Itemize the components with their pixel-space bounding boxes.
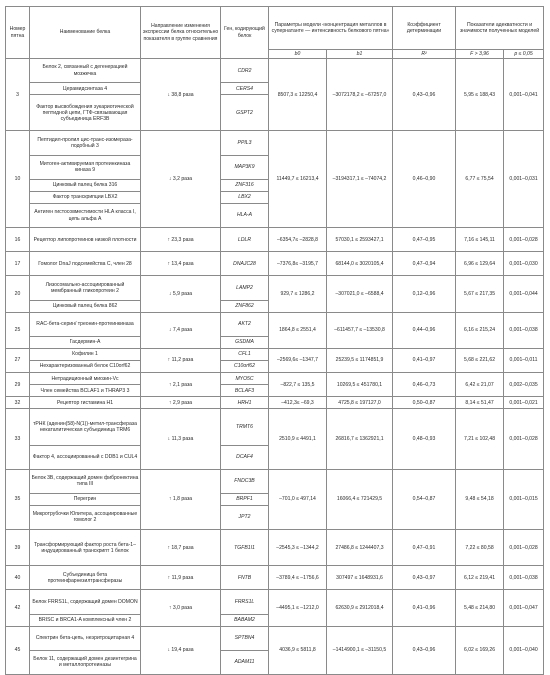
protein-name: Цинковый палец белка 862	[30, 300, 141, 312]
f-value: 6,42 ≤ 21,07	[456, 373, 504, 397]
table-row	[6, 566, 544, 590]
header-b1: b1	[327, 50, 393, 59]
protein-name: Церамидсинтаза 4	[30, 83, 141, 95]
expression-direction: ↑ 18,7 раза	[141, 530, 221, 566]
p-value: 0,001–0,038	[504, 566, 544, 590]
b1-value: 26816,7 ≤ 1362921,1	[327, 409, 393, 469]
table-row	[6, 131, 544, 155]
r2-value: 0,46–0,90	[393, 131, 456, 228]
gene-symbol: BCLAF3	[221, 385, 269, 397]
r2-value: 0,41–0,96	[393, 590, 456, 626]
table-row	[6, 59, 544, 83]
gene-symbol: DCAF4	[221, 445, 269, 469]
p-value: 0,001–0,030	[504, 252, 544, 276]
protein-name: Митоген-активируемая протеинкиназа киназа 9	[30, 155, 141, 179]
gene-symbol: FNDC3B	[221, 469, 269, 493]
table-row	[6, 590, 544, 614]
protein-name: BRISC и BRCA1-A комплексный член 2	[30, 614, 141, 626]
p-value: 0,001–0,028	[504, 409, 544, 469]
r2-value: 0,48–0,93	[393, 409, 456, 469]
expression-direction: ↑ 1,8 раза	[141, 469, 221, 529]
spot-number: 45	[6, 626, 30, 674]
table-row	[6, 409, 544, 445]
f-value: 6,77 ≤ 75,54	[456, 131, 504, 228]
protein-name: Трансформирующий фактор роста бета-1–индуцированный транскрипт 1 белок	[30, 530, 141, 566]
b0-value: –822,7 ≤ 135,5	[269, 373, 327, 397]
p-value: 0,001–0,041	[504, 59, 544, 131]
f-value: 7,21 ≤ 102,48	[456, 409, 504, 469]
p-value: 0,001–0,040	[504, 626, 544, 674]
b1-value: 62630,9 ≤ 2912018,4	[327, 590, 393, 626]
spot-number: 35	[6, 469, 30, 529]
spot-number: 20	[6, 276, 30, 312]
protein-name: Нетрадиционный миозин-Vc	[30, 373, 141, 385]
gene-symbol: MAP3K9	[221, 155, 269, 179]
protein-name: Белок 3B, содержащий домен фибронектина типа III	[30, 469, 141, 493]
r2-value: 0,43–0,96	[393, 59, 456, 131]
r2-value: 0,47–0,95	[393, 228, 456, 252]
b1-value: –307021,0 ≤ –6588,4	[327, 276, 393, 312]
expression-direction: ↓ 7,4 раза	[141, 312, 221, 348]
header-direction: Направление изменения экспрессии белка относительно показателя в группе сравнения	[141, 7, 221, 59]
p-value: 0,001–0,031	[504, 131, 544, 228]
r2-value: 0,12–0,96	[393, 276, 456, 312]
gene-symbol: AKT2	[221, 312, 269, 336]
p-value: 0,002–0,035	[504, 373, 544, 397]
table-row	[6, 312, 544, 336]
gene-symbol: PPIL3	[221, 131, 269, 155]
f-value: 9,48 ≤ 54,18	[456, 469, 504, 529]
gene-symbol: LBX2	[221, 191, 269, 203]
b0-value: 4036,9 ≤ 5811,8	[269, 626, 327, 674]
table-row	[6, 276, 544, 300]
f-value: 8,14 ≤ 51,47	[456, 397, 504, 409]
expression-direction: ↓ 5,9 раза	[141, 276, 221, 312]
gene-symbol: LDLR	[221, 228, 269, 252]
b0-value: –7376,8≤ –3195,7	[269, 252, 327, 276]
header-p: p ≤ 0,05	[504, 50, 544, 59]
p-value: 0,001–0,011	[504, 348, 544, 372]
spot-number: 10	[6, 131, 30, 228]
gene-symbol: FRRS1L	[221, 590, 269, 614]
b0-value: 929,7 ≤ 1286,2	[269, 276, 327, 312]
f-value: 6,16 ≤ 215,24	[456, 312, 504, 348]
expression-direction: ↓ 3,2 раза	[141, 131, 221, 228]
f-value: 7,16 ≤ 145,11	[456, 228, 504, 252]
p-value: 0,001–0,047	[504, 590, 544, 626]
expression-direction: ↑ 2,1 раза	[141, 373, 221, 397]
table-row	[6, 469, 544, 493]
b1-value: –611457,7 ≤ –13530,8	[327, 312, 393, 348]
protein-name: Микротрубочки Юпитера, ассоциированные гомолог 2	[30, 505, 141, 529]
protein-name: RAC-бета-серин/ треонин-протеинкиназа	[30, 312, 141, 336]
protein-name: Лизосомально-ассоциированный мембранный гликопротеин 2	[30, 276, 141, 300]
header-b0: b0	[269, 50, 327, 59]
gene-symbol: DNAJC28	[221, 252, 269, 276]
header-params: Параметры модели «концентрация металлов в супернатанте — интенсивность белкового пятна»	[269, 7, 393, 50]
protein-name: Белок 11, содержащий домен дезинтегрина и металлопротеиназы	[30, 650, 141, 674]
protein-name: Гомолог DnaJ подсемейства C, член 28	[30, 252, 141, 276]
p-value: 0,001–0,028	[504, 228, 544, 252]
gene-symbol: ZNF862	[221, 300, 269, 312]
table-row	[6, 397, 544, 409]
b0-value: –2569,6≤ –1347,7	[269, 348, 327, 372]
b1-value: 27486,8 ≤ 1244407,3	[327, 530, 393, 566]
expression-direction: ↑ 11,9 раза	[141, 566, 221, 590]
r2-value: 0,47–0,91	[393, 530, 456, 566]
gene-symbol: GSDMA	[221, 336, 269, 348]
b0-value: 11449,7 ≤ 16213,4	[269, 131, 327, 228]
gene-symbol: FNTB	[221, 566, 269, 590]
r2-value: 0,41–0,97	[393, 348, 456, 372]
spot-number: 33	[6, 409, 30, 469]
expression-direction: ↓ 38,8 раза	[141, 59, 221, 131]
spot-number: 27	[6, 348, 30, 372]
spot-number: 17	[6, 252, 30, 276]
header-det: Коэффициент детерминации	[393, 7, 456, 50]
gene-symbol: CFL1	[221, 348, 269, 360]
gene-symbol: CERS4	[221, 83, 269, 95]
spot-number: 39	[6, 530, 30, 566]
expression-direction: ↑ 13,4 раза	[141, 252, 221, 276]
gene-symbol: JPT2	[221, 505, 269, 529]
table-row	[6, 373, 544, 385]
protein-name: Нехарактеризованный белок C10orf62	[30, 360, 141, 372]
gene-symbol: SPTBN4	[221, 626, 269, 650]
gene-symbol: C10orf62	[221, 360, 269, 372]
protein-name: Фактор 4, ассоциированный с DDB1 и CUL4	[30, 445, 141, 469]
gene-symbol: GSPT2	[221, 95, 269, 131]
header-spot: Номер пятна	[6, 7, 30, 59]
expression-direction: ↑ 2,9 раза	[141, 397, 221, 409]
protein-name: Антиген гистосовместимости HLA класса I, цепь альфа A	[30, 203, 141, 227]
f-value: 6,96 ≤ 129,64	[456, 252, 504, 276]
protein-name: Фактор высвобождения эукариотической пептидной цепи, ГТФ-связывающая субъединица ERF3B	[30, 95, 141, 131]
protein-name: тРНК (аденин(58)-N(1))-метил-трансфераза некаталитическая субъединица TRM6	[30, 409, 141, 445]
p-value: 0,001–0,021	[504, 397, 544, 409]
header-adequacy: Показатели адекватности и значимости полученных моделей	[456, 7, 544, 50]
b0-value: –4495,1 ≤ –1212,0	[269, 590, 327, 626]
table-row	[6, 530, 544, 566]
protein-name: Рецептор липопротеинов низкой плотности	[30, 228, 141, 252]
b1-value: –3194317,1 ≤ –74074,2	[327, 131, 393, 228]
b1-value: 307497 ≤ 1648931,6	[327, 566, 393, 590]
table-row	[6, 348, 544, 360]
protein-name: Рецептор гистамина H1	[30, 397, 141, 409]
b0-value: –412,3≤ –69,3	[269, 397, 327, 409]
spot-number: 25	[6, 312, 30, 348]
header-gene: Ген, кодирующий белок	[221, 7, 269, 59]
protein-name: Гасдермин-А	[30, 336, 141, 348]
gene-symbol: ZNF316	[221, 179, 269, 191]
header-det-sub: R²	[393, 50, 456, 59]
expression-direction: ↑ 11,2 раза	[141, 348, 221, 372]
f-value: 7,22 ≤ 80,58	[456, 530, 504, 566]
header-f: F > 3,96	[456, 50, 504, 59]
b1-value: 57030,1 ≤ 2593427,1	[327, 228, 393, 252]
b1-value: –3072178,2 ≤ –67257,0	[327, 59, 393, 131]
spot-number: 29	[6, 373, 30, 397]
gene-symbol: ADAM11	[221, 650, 269, 674]
f-value: 5,68 ≤ 221,62	[456, 348, 504, 372]
b0-value: –6354,7≤ –2828,8	[269, 228, 327, 252]
r2-value: 0,54–0,87	[393, 469, 456, 529]
expression-direction: ↑ 3,0 раза	[141, 590, 221, 626]
b0-value: –2545,3 ≤ –1344,2	[269, 530, 327, 566]
p-value: 0,001–0,015	[504, 469, 544, 529]
protein-name: Спектрин бета-цепь, неэритроцитарная 4	[30, 626, 141, 650]
p-value: 0,001–0,038	[504, 312, 544, 348]
expression-direction: ↑ 23,3 раза	[141, 228, 221, 252]
protein-name: Белок 2, связанный с дегенерацией мозжечка	[30, 59, 141, 83]
gene-symbol: TRMT6	[221, 409, 269, 445]
p-value: 0,001–0,044	[504, 276, 544, 312]
b1-value: 10269,5 ≤ 451780,1	[327, 373, 393, 397]
b0-value: –701,0 ≤ 497,14	[269, 469, 327, 529]
b1-value: 16066,4 ≤ 721429,5	[327, 469, 393, 529]
protein-table	[5, 6, 544, 675]
spot-number: 42	[6, 590, 30, 626]
p-value: 0,001–0,028	[504, 530, 544, 566]
protein-name: Кофилин 1	[30, 348, 141, 360]
table-row	[6, 626, 544, 650]
protein-name: Пептидил-пролил цис-транс-изомераза-подобный 3	[30, 131, 141, 155]
f-value: 6,02 ≤ 169,26	[456, 626, 504, 674]
r2-value: 0,43–0,97	[393, 566, 456, 590]
protein-name: Перегрин	[30, 493, 141, 505]
gene-symbol: LAMP2	[221, 276, 269, 300]
protein-name: Субъединица бета протеинфарнезилтрансферазы	[30, 566, 141, 590]
b1-value: 4725,8 ≤ 197127,0	[327, 397, 393, 409]
r2-value: 0,46–0,73	[393, 373, 456, 397]
b0-value: 8507,3 ≤ 12250,4	[269, 59, 327, 131]
f-value: 6,12 ≤ 219,41	[456, 566, 504, 590]
spot-number: 32	[6, 397, 30, 409]
b0-value: 1864,8 ≤ 2551,4	[269, 312, 327, 348]
r2-value: 0,50–0,87	[393, 397, 456, 409]
gene-symbol: HLA-A	[221, 203, 269, 227]
spot-number: 40	[6, 566, 30, 590]
header-protein: Наименование белка	[30, 7, 141, 59]
r2-value: 0,44–0,96	[393, 312, 456, 348]
protein-name: Цинковый палец белка 316	[30, 179, 141, 191]
protein-name: Фактор транскрипции LBX2	[30, 191, 141, 203]
b1-value: 25239,5 ≤ 1174851,9	[327, 348, 393, 372]
b1-value: –1414900,1 ≤ –31150,5	[327, 626, 393, 674]
protein-name: Член семейства BCLAF1 и THRAP3 3	[30, 385, 141, 397]
gene-symbol: BABAM2	[221, 614, 269, 626]
b0-value: –3789,4 ≤ –1756,6	[269, 566, 327, 590]
protein-name: Белок FRRS1L, содержащий домен DOMON	[30, 590, 141, 614]
table-row	[6, 252, 544, 276]
spot-number: 16	[6, 228, 30, 252]
gene-symbol: CDR2	[221, 59, 269, 83]
gene-symbol: BRPF1	[221, 493, 269, 505]
r2-value: 0,43–0,96	[393, 626, 456, 674]
expression-direction: ↓ 19,4 раза	[141, 626, 221, 674]
b1-value: 68144,0 ≤ 3020105,4	[327, 252, 393, 276]
expression-direction: ↓ 11,3 раза	[141, 409, 221, 469]
gene-symbol: TGFB1I1	[221, 530, 269, 566]
gene-symbol: HRH1	[221, 397, 269, 409]
gene-symbol: MYO5C	[221, 373, 269, 385]
spot-number: 3	[6, 59, 30, 131]
table-row	[6, 228, 544, 252]
b0-value: 2510,9 ≤ 4491,1	[269, 409, 327, 469]
f-value: 5,95 ≤ 188,43	[456, 59, 504, 131]
r2-value: 0,47–0,94	[393, 252, 456, 276]
f-value: 5,48 ≤ 214,80	[456, 590, 504, 626]
f-value: 5,67 ≤ 217,35	[456, 276, 504, 312]
